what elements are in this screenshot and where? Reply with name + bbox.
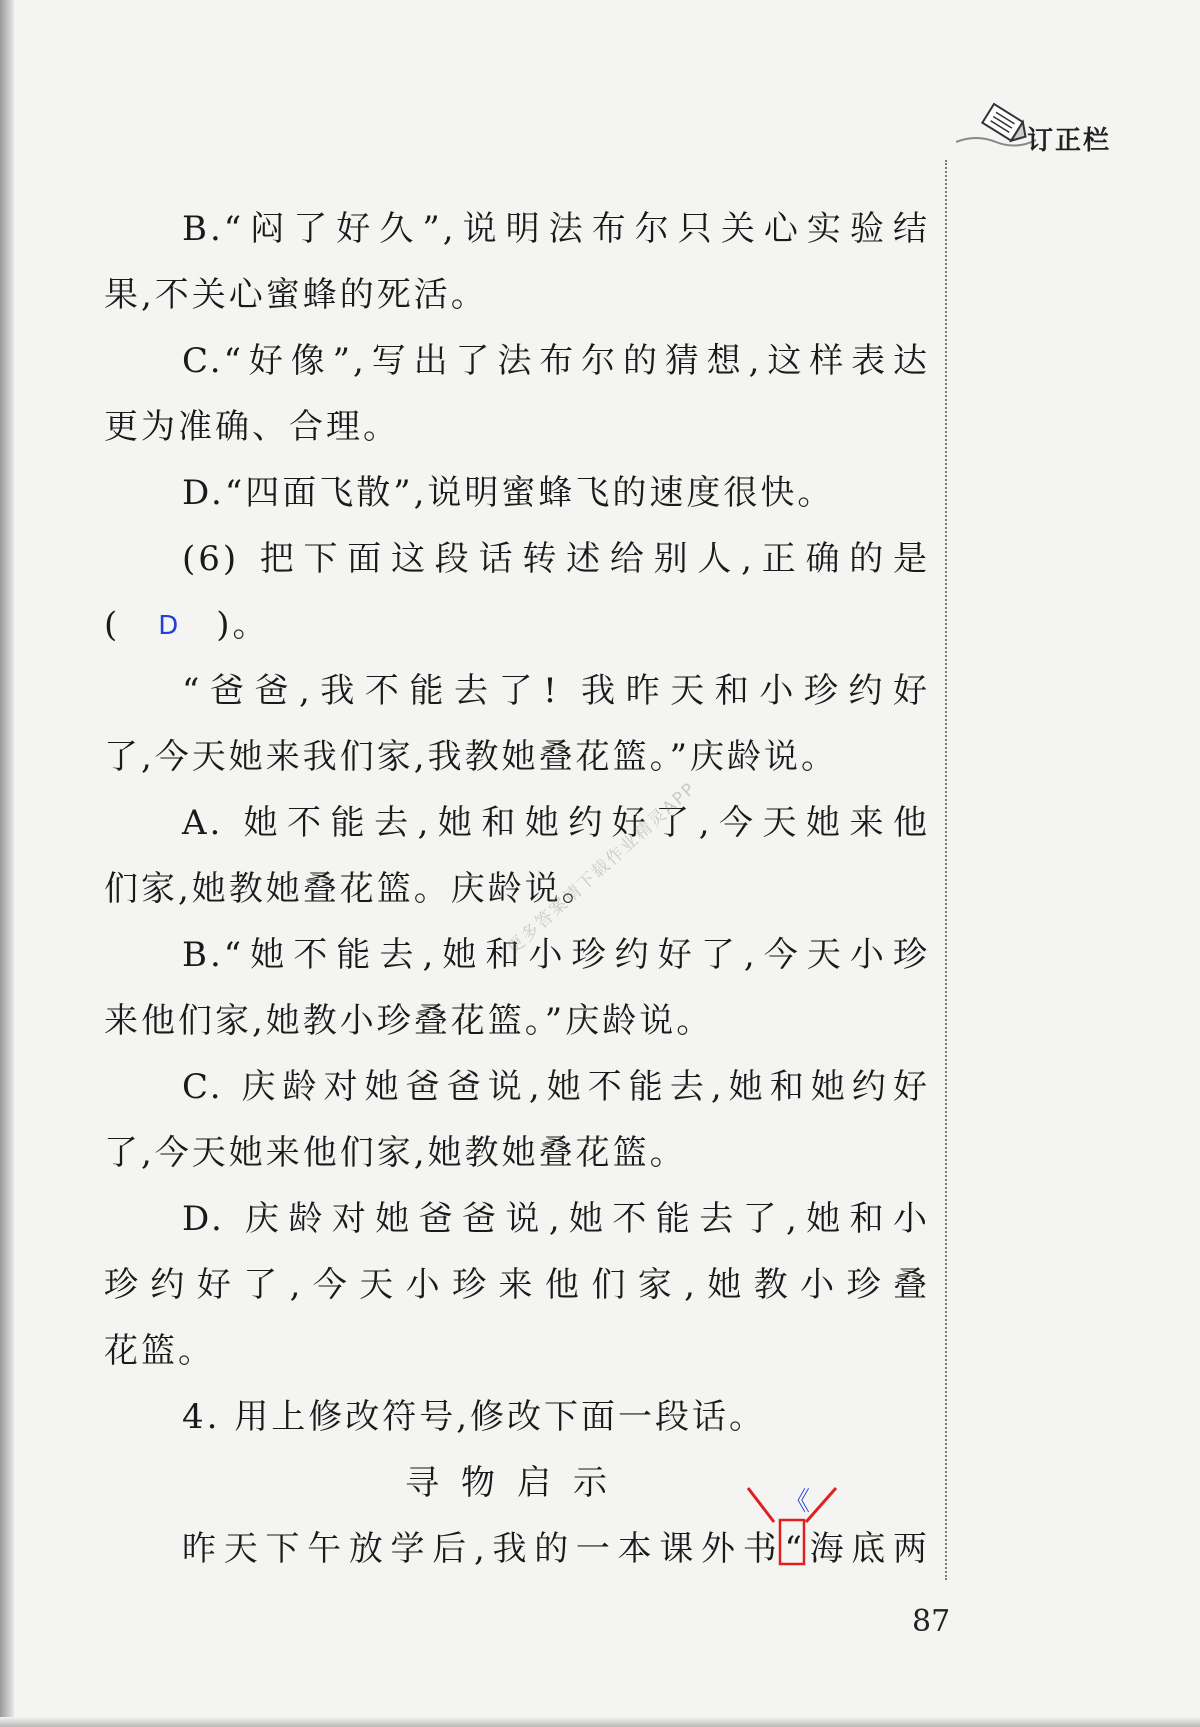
- text-line: 来他们家,她教小珍叠花篮。”庆龄说。: [104, 1001, 714, 1041]
- watermark: 更多答案请下载作业精灵APP: [503, 778, 701, 959]
- text-line: 果,不关心蜜蜂的死活。: [104, 275, 488, 315]
- option-a: A. 她不能去,她和她约好了,今天她来他: [182, 803, 930, 843]
- text-line: B.“闷了好久”,说明法布尔只关心实验结: [182, 209, 930, 249]
- option-b: B.“她不能去,她和小珍约好了,今天小珍: [182, 935, 930, 975]
- question-4-stem: 4. 用上修改符号,修改下面一段话。: [182, 1397, 767, 1437]
- text-line: 珍约好了,今天小珍来他们家,她教小珍叠: [104, 1265, 930, 1305]
- text-line: D.“四面飞散”,说明蜜蜂飞的速度很快。: [182, 473, 835, 513]
- text-line: 花篮。: [104, 1331, 215, 1371]
- correction-mark-icon: [744, 1482, 840, 1574]
- text-line: 更为准确、合理。: [104, 407, 400, 447]
- handwritten-answer: D: [158, 611, 179, 641]
- text-line: “爸爸,我不能去了! 我昨天和小珍约好: [182, 671, 930, 711]
- notice-first-line: 昨天下午放学后,我的一本课外书“海底两: [182, 1529, 930, 1569]
- option-d: D. 庆龄对她爸爸说,她不能去了,她和小: [182, 1199, 930, 1239]
- text-line: 了,今天她来他们家,她教她叠花篮。: [104, 1133, 687, 1173]
- option-c: C. 庆龄对她爸爸说,她不能去,她和她约好: [182, 1067, 930, 1107]
- answer-line: [104, 592, 930, 658]
- text-line: 了,今天她来我们家,我教她叠花篮。”庆龄说。: [104, 737, 838, 777]
- text-line: 们家,她教她叠花篮。庆龄说。: [104, 869, 599, 909]
- inserted-bracket: 《: [784, 1487, 811, 1517]
- question-6-stem: (6) 把下面这段话转述给别人,正确的是: [182, 539, 930, 579]
- correction-column-label: 订正栏: [1027, 126, 1112, 156]
- answer-close-paren: )。: [216, 605, 270, 645]
- answer-open-paren: (: [104, 605, 121, 645]
- page-number: 87: [912, 1604, 951, 1639]
- page-bottom-edge: [0, 1717, 1200, 1727]
- correction-column-divider: [945, 160, 947, 1580]
- page-content: [104, 196, 930, 1582]
- text-line: C.“好像”,写出了法布尔的猜想,这样表达: [182, 341, 930, 381]
- notice-title: 寻物启示: [405, 1463, 629, 1503]
- page-edge-shadow: [0, 0, 14, 1727]
